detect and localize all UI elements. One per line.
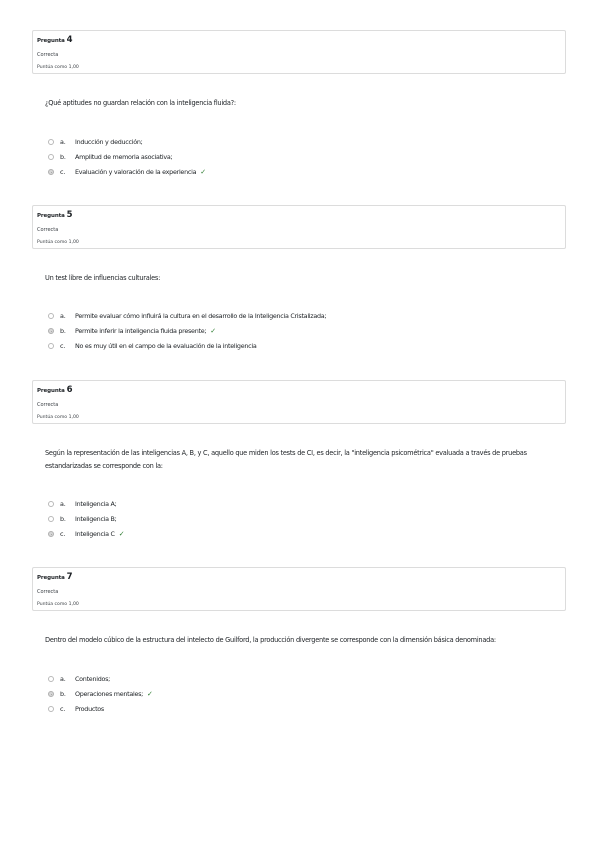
answer-letter: a. bbox=[60, 312, 66, 320]
question-grade: Puntúa como 1,00 bbox=[37, 65, 79, 70]
question-number: 7 bbox=[66, 572, 73, 582]
radio-button-selected[interactable] bbox=[48, 328, 54, 334]
radio-button[interactable] bbox=[48, 706, 54, 712]
question-info-card bbox=[32, 30, 566, 74]
answer-letter: c. bbox=[60, 530, 66, 538]
radio-button[interactable] bbox=[48, 139, 54, 145]
answer-letter: c. bbox=[60, 168, 66, 176]
question-label: Pregunta bbox=[37, 38, 65, 44]
question-number: 6 bbox=[66, 385, 73, 395]
answer-text: Productos bbox=[75, 705, 104, 713]
answer-text: Inteligencia A; bbox=[75, 500, 117, 508]
question-number: 5 bbox=[66, 210, 73, 220]
question-label: Pregunta bbox=[37, 575, 65, 581]
answer-text: No es muy útil en el campo de la evaluación de la inteligencia bbox=[75, 342, 257, 350]
question-title bbox=[37, 210, 72, 220]
check-icon: ✓ bbox=[147, 690, 153, 698]
check-icon: ✓ bbox=[118, 530, 125, 538]
question-info-card bbox=[32, 567, 566, 611]
answer-text-label: Evaluación y valoración de la experiencia bbox=[75, 168, 197, 176]
answer-text: Inteligencia B; bbox=[75, 515, 117, 523]
answer-letter: b. bbox=[60, 690, 66, 698]
question-grade: Puntúa como 1,00 bbox=[37, 415, 79, 420]
question-label: Pregunta bbox=[37, 388, 65, 394]
radio-button[interactable] bbox=[48, 516, 54, 522]
answer-letter: a. bbox=[60, 138, 66, 146]
radio-button[interactable] bbox=[48, 501, 54, 507]
answer-text bbox=[75, 168, 206, 176]
answer-text: Permite evaluar cómo influirá la cultura en el desarrollo de la Inteligencia Cristalizada; bbox=[75, 312, 327, 320]
question-title bbox=[37, 35, 72, 45]
question-status: Correcta bbox=[37, 402, 59, 408]
answer-text-label: Operaciones mentales; bbox=[75, 690, 144, 698]
answer-letter: a. bbox=[60, 500, 66, 508]
answer-letter: b. bbox=[60, 515, 66, 523]
question-number: 4 bbox=[66, 35, 73, 45]
answer-text-label: Inteligencia C bbox=[75, 530, 115, 538]
question-title bbox=[37, 385, 72, 395]
question-text: ¿Qué aptitudes no guardan relación con la inteligencia fluida?: bbox=[45, 99, 236, 107]
radio-button-selected[interactable] bbox=[48, 169, 54, 175]
question-info-card bbox=[32, 205, 566, 249]
radio-button[interactable] bbox=[48, 313, 54, 319]
radio-button[interactable] bbox=[48, 154, 54, 160]
answer-text bbox=[75, 530, 124, 538]
question-grade: Puntúa como 1,00 bbox=[37, 240, 79, 245]
question-text: Dentro del modelo cúbico de la estructura del intelecto de Guilford, la producción divergente se corresponde con la dimensión básica denominada: bbox=[45, 636, 496, 644]
radio-button-selected[interactable] bbox=[48, 531, 54, 537]
radio-button[interactable] bbox=[48, 343, 54, 349]
question-grade: Puntúa como 1,00 bbox=[37, 602, 79, 607]
answer-text: Inducción y deducción; bbox=[75, 138, 143, 146]
check-icon: ✓ bbox=[200, 168, 206, 176]
answer-text: Contenidos; bbox=[75, 675, 111, 683]
question-title bbox=[37, 572, 72, 582]
check-icon: ✓ bbox=[210, 327, 216, 335]
answer-letter: a. bbox=[60, 675, 66, 683]
question-text: Según la representación de las inteligencias A, B, y C, aquello que miden los tests de CI, es decir, la "inteligencia psicométrica" evaluada a través de pruebas estandarizadas se corresponde con la: bbox=[45, 449, 527, 470]
radio-button-selected[interactable] bbox=[48, 691, 54, 697]
radio-button[interactable] bbox=[48, 676, 54, 682]
answer-letter: b. bbox=[60, 153, 66, 161]
question-status: Correcta bbox=[37, 589, 59, 595]
answer-letter: c. bbox=[60, 342, 66, 350]
answer-letter: b. bbox=[60, 327, 66, 335]
answer-text bbox=[75, 690, 153, 698]
question-label: Pregunta bbox=[37, 213, 65, 219]
question-info-card bbox=[32, 380, 566, 424]
answer-text-label: Permite inferir la inteligencia fluida presente; bbox=[75, 327, 207, 335]
question-status: Correcta bbox=[37, 227, 59, 233]
answer-letter: c. bbox=[60, 705, 66, 713]
question-status: Correcta bbox=[37, 52, 59, 58]
question-text: Un test libre de influencias culturales: bbox=[45, 274, 161, 282]
answer-text bbox=[75, 327, 216, 335]
answer-text: Amplitud de memoria asociativa; bbox=[75, 153, 173, 161]
